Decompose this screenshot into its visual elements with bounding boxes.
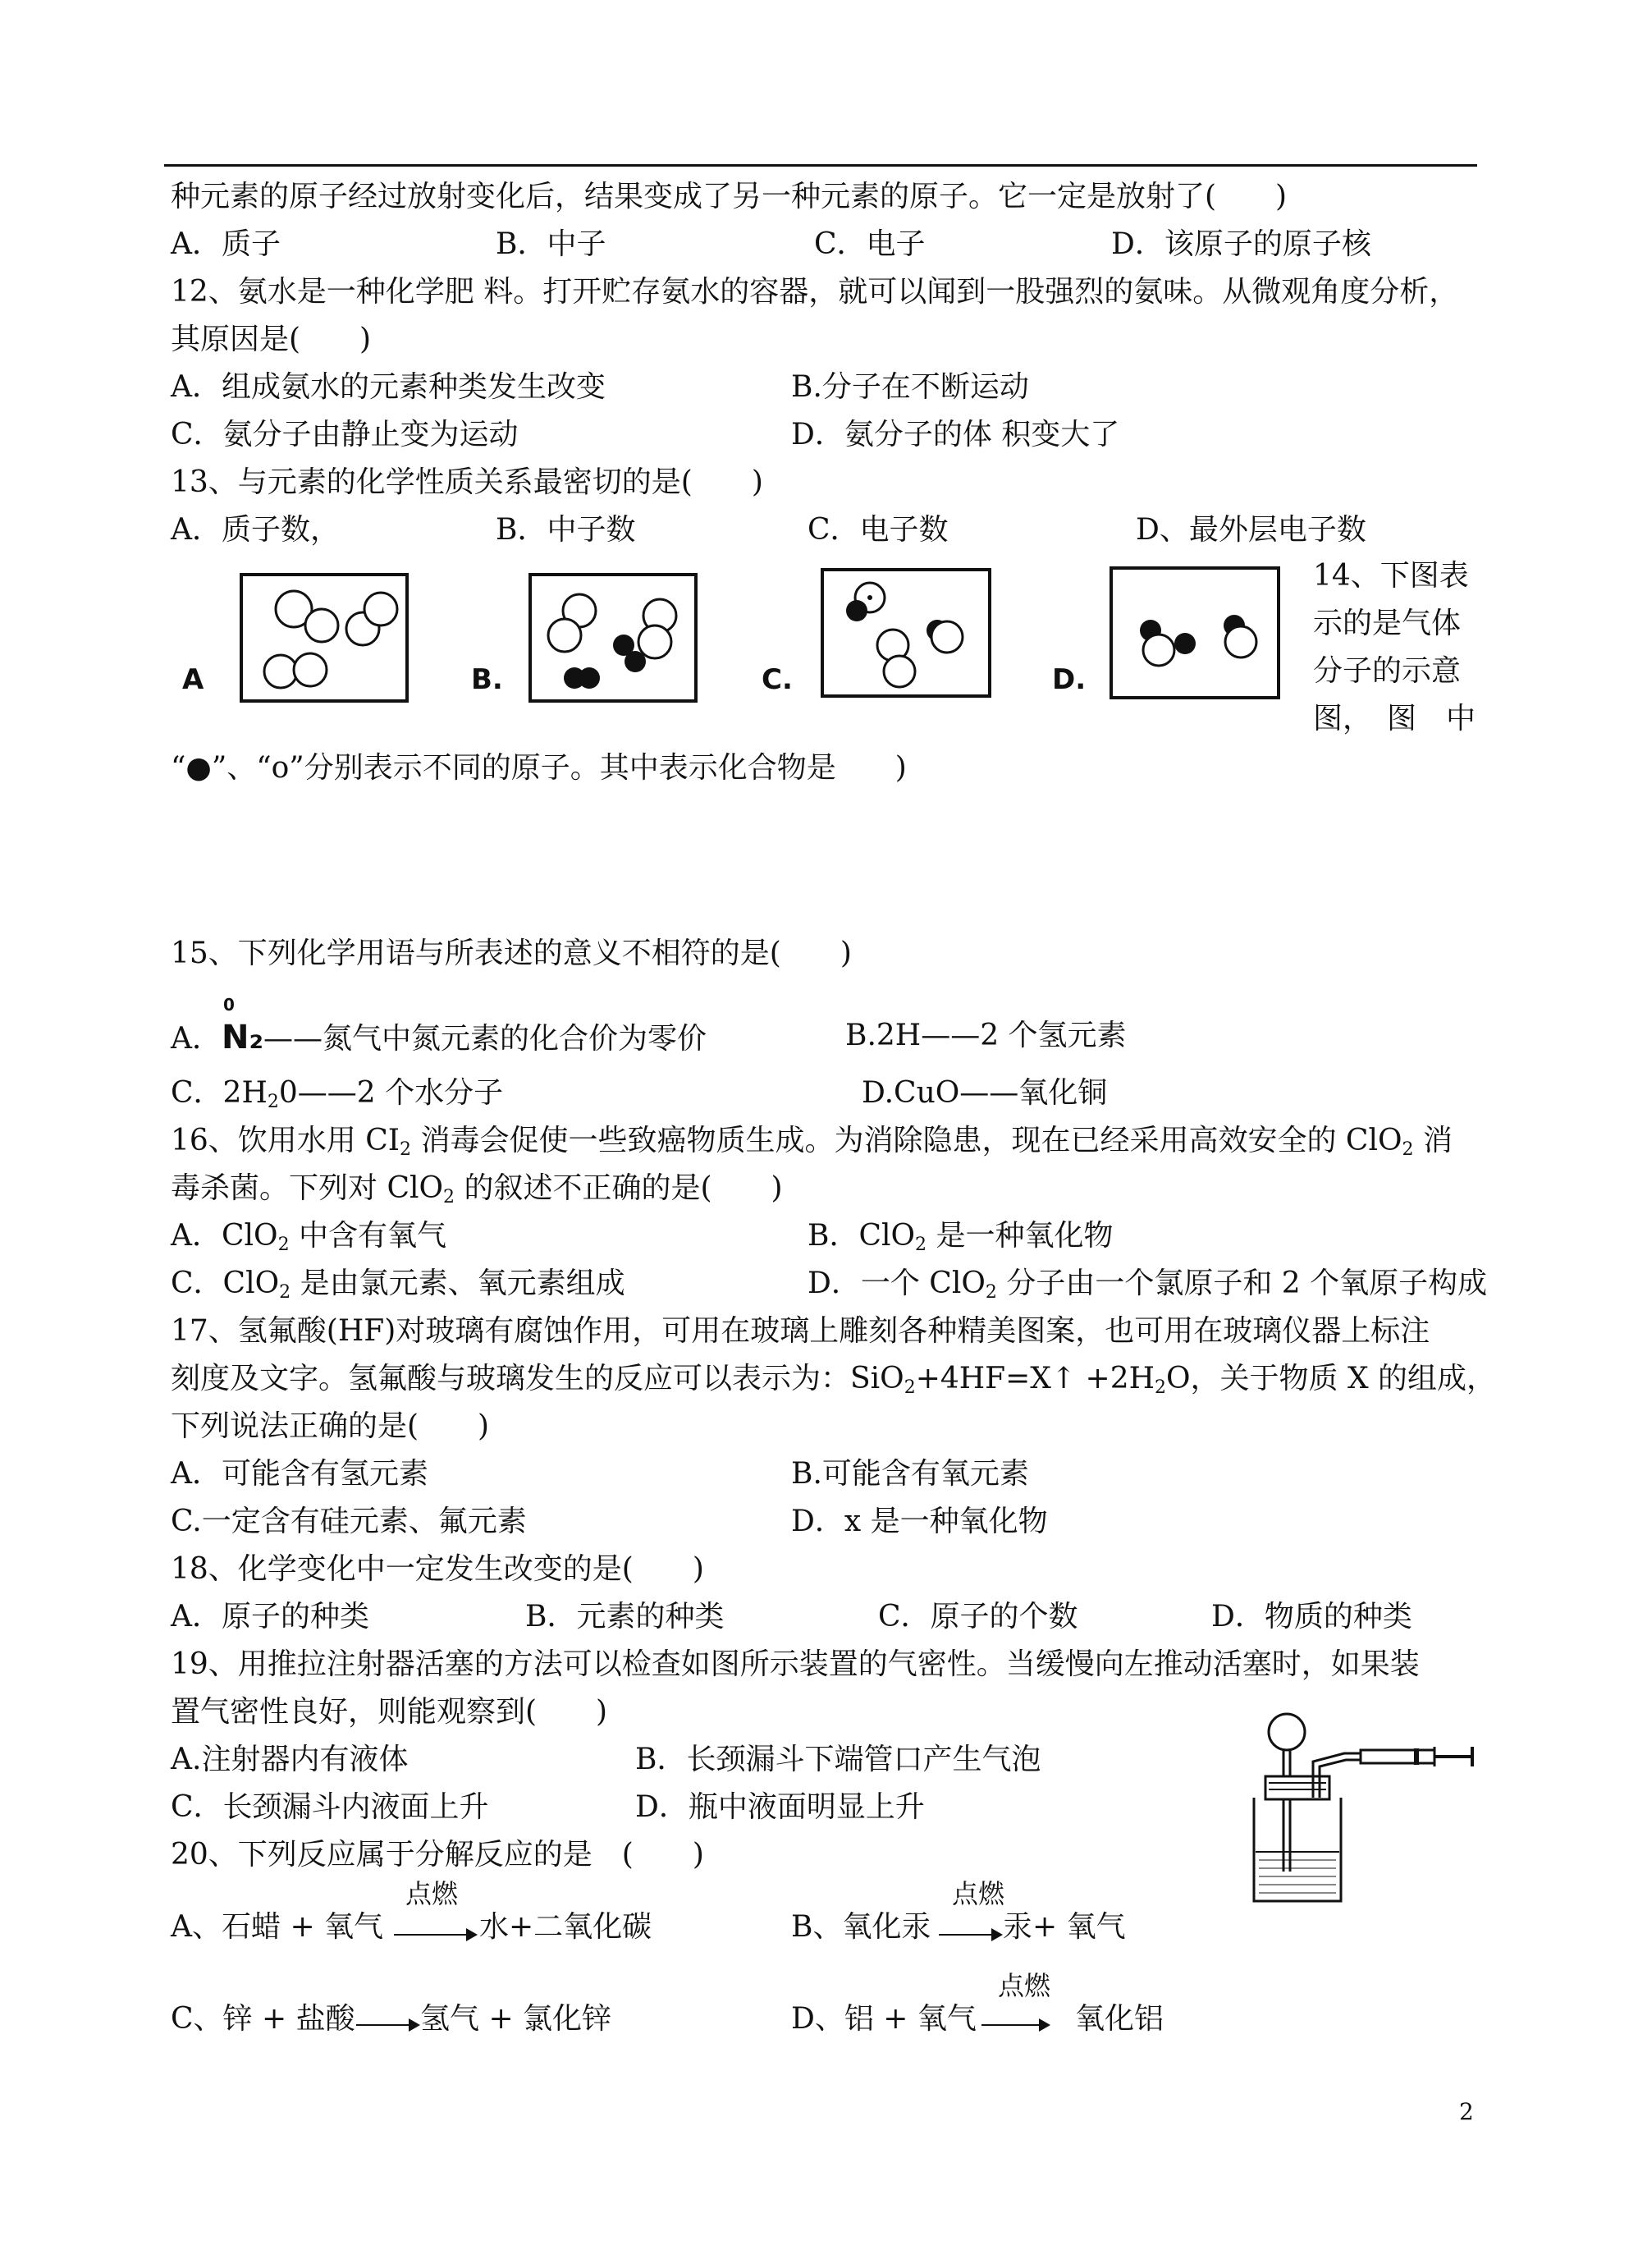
q18-option-c: C．原子的个数 xyxy=(878,1600,1078,1633)
q11-option-d: D．该原子的原子核 xyxy=(1111,227,1371,261)
q16-l2-sub: 2 xyxy=(443,1187,455,1207)
q16-a-pre: A．ClO xyxy=(171,1219,278,1253)
q19-option-b: B．长颈漏斗下端管口产生气泡 xyxy=(635,1743,1041,1776)
q20-option-a-right: 水+二氧化碳 xyxy=(479,1910,652,1944)
q20-option-d-arrow xyxy=(981,2024,1047,2026)
q14-label-c: C. xyxy=(762,663,793,696)
q17-stem-line1: 17、氢氟酸(HF)对玻璃有腐蚀作用，可用在玻璃上雕刻各种精美图案，也可用在玻璃仪器上标注 xyxy=(171,1314,1430,1348)
q16-l1-pre: 16、饮用水用 CI xyxy=(171,1124,400,1157)
q16-option-d xyxy=(808,1269,1487,1302)
q19-option-d: D．瓶中液面明显上升 xyxy=(635,1790,925,1824)
q15-formula-text: N₂ xyxy=(222,1019,263,1056)
q14-label-d: D. xyxy=(1052,663,1087,696)
q16-stem-line2 xyxy=(171,1171,783,1207)
q17-option-c: C.一定含有硅元素、氟元素 xyxy=(171,1505,527,1538)
q14-side-line3: 分子的示意 xyxy=(1313,654,1462,688)
q18-option-b: B．元素的种类 xyxy=(525,1600,725,1633)
q20-option-a-arrow xyxy=(394,1934,474,1936)
q19-option-c: C．长颈漏斗内液面上升 xyxy=(171,1790,489,1824)
q16-d-post: 分子由一个氯原子和 2 个氧原子构成 xyxy=(996,1267,1488,1300)
q12-option-d: D．氨分子的体 积变大了 xyxy=(791,418,1120,451)
q15-option-d: D.CuO——氧化铜 xyxy=(862,1076,1108,1110)
q14-side-line2: 示的是气体 xyxy=(1313,607,1462,640)
q20-option-c-left: C、锌 + 盐酸 xyxy=(171,2002,355,2036)
q14-side-line1: 14、下图表 xyxy=(1313,559,1469,593)
q15-option-a-prefix: A． xyxy=(171,1022,222,1056)
q19-stem-line2: 置气密性良好，则能观察到( ) xyxy=(171,1695,608,1729)
q15-option-a xyxy=(171,995,707,1056)
q13-option-a: A．质子数， xyxy=(171,513,340,547)
funnel-bulb xyxy=(1269,1714,1305,1750)
q15-option-c xyxy=(171,1076,504,1112)
q11-option-c: C．电子 xyxy=(814,227,926,261)
q16-a-post: 中含有氧气 xyxy=(289,1219,447,1253)
q16-l1-post: 消 xyxy=(1413,1124,1453,1157)
q12-option-b: B.分子在不断运动 xyxy=(791,370,1029,404)
q20-option-d-condition: 点燃 xyxy=(998,1970,1051,2001)
q13-option-d: D、最外层电子数 xyxy=(1136,513,1366,547)
q13-stem: 13、与元素的化学性质关系最密切的是( ) xyxy=(171,465,763,499)
q11-option-a: A．质子 xyxy=(171,227,281,261)
q16-option-a xyxy=(171,1221,446,1254)
q14-molecules-b xyxy=(532,576,701,706)
gas-bottle xyxy=(1254,1798,1341,1901)
q15-formula-n2 xyxy=(222,995,263,1056)
q11-option-b: B．中子 xyxy=(496,227,606,261)
q13-option-c: C．电子数 xyxy=(808,513,949,547)
q14-label-b: B. xyxy=(471,663,503,696)
page-number: 2 xyxy=(1459,2098,1474,2125)
q20-option-b-arrow xyxy=(939,1934,1000,1936)
q16-b-post: 是一种氧化物 xyxy=(927,1219,1114,1253)
q19-option-a: A.注射器内有液体 xyxy=(171,1743,409,1776)
q19-apparatus-figure xyxy=(1238,1707,1484,1904)
q20-option-d-right: 氧化铝 xyxy=(1075,2002,1164,2036)
q17-l2-post: O，关于物质 X 的组成， xyxy=(1166,1362,1497,1395)
q16-a-sub: 2 xyxy=(277,1235,290,1255)
q16-option-b xyxy=(808,1221,1113,1254)
q14-stem: “●”、“o”分别表示不同的原子。其中表示化合物是 ) xyxy=(171,751,907,785)
q18-stem: 18、化学变化中一定发生改变的是( ) xyxy=(171,1552,704,1586)
q20-option-c-arrow xyxy=(356,2024,417,2026)
q18-option-d: D．物质的种类 xyxy=(1211,1600,1412,1633)
q17-stem-line2 xyxy=(171,1364,1496,1397)
q16-c-pre: C．ClO xyxy=(171,1267,280,1300)
q18-option-a: A．原子的种类 xyxy=(171,1600,369,1633)
q16-l1-mid: 消毒会促使一些致癌物质生成。为消除隐患，现在已经采用高效安全的 ClO xyxy=(411,1124,1402,1157)
q15-option-c-post: 0——2 个水分子 xyxy=(278,1076,504,1110)
q17-stem-line3: 下列说法正确的是( ) xyxy=(171,1409,490,1443)
q12-stem-line2: 其原因是( ) xyxy=(171,323,372,356)
q17-option-b: B.可能含有氧元素 xyxy=(791,1457,1029,1491)
q15-option-b: B.2H——2 个氢元素 xyxy=(845,1019,1127,1052)
q16-d-sub: 2 xyxy=(985,1282,997,1303)
q14-side-line4: 图， 图 中 xyxy=(1313,702,1476,735)
q15-stem: 15、下列化学用语与所表述的意义不相符的是( ) xyxy=(171,937,852,970)
q14-box-c xyxy=(821,568,991,698)
q13-option-b: B．中子数 xyxy=(496,513,636,547)
q19-stem-line1: 19、用推拉注射器活塞的方法可以检查如图所示装置的气密性。当缓慢向左推动活塞时，如果装 xyxy=(171,1647,1420,1681)
q15-option-c-sub: 2 xyxy=(267,1092,279,1112)
q14-box-d xyxy=(1110,566,1280,699)
q16-l2-pre: 毒杀菌。下列对 ClO xyxy=(171,1171,444,1205)
q14-molecules-c xyxy=(824,571,995,701)
q15-valence-mark: 0 xyxy=(223,995,235,1015)
q16-stem-line1 xyxy=(171,1126,1453,1159)
q12-option-a: A．组成氨水的元素种类发生改变 xyxy=(171,370,606,404)
q16-c-sub: 2 xyxy=(279,1282,291,1303)
q16-b-pre: B．ClO xyxy=(808,1219,916,1253)
q20-option-c-right: 氢气 + 氯化锌 xyxy=(420,2002,612,2036)
header-rule xyxy=(164,164,1477,167)
q11-stem: 种元素的原子经过放射变化后，结果变成了另一种元素的原子。它一定是放射了( ) xyxy=(171,180,1288,213)
q20-option-a-left: A、石蜡 + 氧气 xyxy=(171,1910,384,1944)
q12-option-c: C．氨分子由静止变为运动 xyxy=(171,418,519,451)
q16-l1-sub2: 2 xyxy=(1402,1139,1414,1160)
q16-option-c xyxy=(171,1269,625,1302)
q20-option-b-condition: 点燃 xyxy=(952,1878,1005,1909)
q16-d-pre: D．一个 ClO xyxy=(808,1267,986,1300)
q17-l2-sub: 2 xyxy=(904,1377,916,1398)
q14-molecules-a xyxy=(243,576,412,706)
q15-option-a-text: ——氮气中氮元素的化合价为零价 xyxy=(263,1022,707,1056)
q16-c-post: 是由氯元素、氧元素组成 xyxy=(291,1267,625,1300)
q20-option-b-left: B、氧化汞 xyxy=(791,1910,931,1944)
q16-l2-post: 的叙述不正确的是( ) xyxy=(455,1171,783,1205)
q17-l2-mid: +4HF=X↑ +2H xyxy=(915,1362,1155,1395)
q12-stem-line1: 12、氨水是一种化学肥 料。打开贮存氨水的容器，就可以闻到一股强烈的氨味。从微观角度分析， xyxy=(171,275,1459,309)
q20-option-d-left: D、铝 + 氧气 xyxy=(791,2002,977,2036)
q17-option-d: D．x 是一种氧化物 xyxy=(791,1505,1048,1538)
q17-option-a: A．可能含有氢元素 xyxy=(171,1457,428,1491)
q14-box-a xyxy=(240,573,409,703)
q16-l1-sub: 2 xyxy=(400,1139,412,1160)
q14-box-b xyxy=(528,573,698,703)
q16-b-sub: 2 xyxy=(915,1235,927,1255)
q17-l2-pre: 刻度及文字。氢氟酸与玻璃发生的反应可以表示为：SiO xyxy=(171,1362,904,1395)
q20-stem: 20、下列反应属于分解反应的是 ( ) xyxy=(171,1838,704,1872)
q14-molecules-d xyxy=(1113,570,1283,703)
q20-option-a-condition: 点燃 xyxy=(405,1878,459,1909)
q14-label-a: A xyxy=(182,663,204,696)
syringe-barrel xyxy=(1361,1750,1434,1763)
q20-option-b-right: 汞+ 氧气 xyxy=(1003,1910,1126,1944)
q17-l2-sub2: 2 xyxy=(1155,1377,1167,1398)
q15-option-c-pre: C．2H xyxy=(171,1076,268,1110)
